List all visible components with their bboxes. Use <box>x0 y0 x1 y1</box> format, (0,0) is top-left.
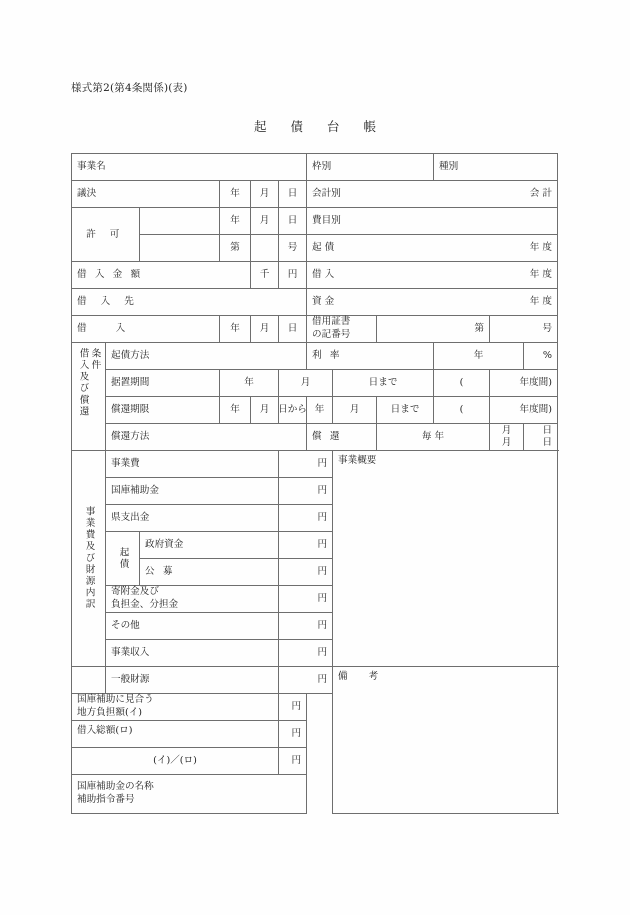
cell-interest-rate-percent[interactable] <box>524 343 558 370</box>
label-year: 年 <box>314 404 325 415</box>
label-remarks: 備 考 <box>338 671 388 682</box>
cell-project-cost-label[interactable] <box>106 451 279 478</box>
cell-permit-no-blank2[interactable] <box>251 235 279 262</box>
label-frame-type: 枠別 <box>312 161 332 172</box>
label-repay: 償 還 <box>312 431 343 442</box>
cell-certificate-no-prefix[interactable] <box>377 316 490 343</box>
label-month-1: 月 <box>501 425 512 437</box>
label-unit-yen: 円 <box>317 647 328 658</box>
cell-term-year2[interactable] <box>307 397 333 424</box>
label-every-year: 毎 年 <box>421 431 445 442</box>
cell-government-fund-label[interactable] <box>140 532 279 559</box>
cell-public-offering-unit <box>279 559 333 586</box>
cell-repay-months[interactable] <box>490 424 524 451</box>
cell-prefectural-expense-unit <box>279 505 333 532</box>
label-number-suffix: 号 <box>542 323 553 334</box>
table-row-lender <box>72 289 558 316</box>
label-month: 月 <box>259 323 270 334</box>
label-percent: % <box>542 350 553 361</box>
cell-permit-day[interactable] <box>279 208 307 235</box>
label-number-prefix: 第 <box>230 242 240 253</box>
cell-project-outline[interactable] <box>333 451 558 667</box>
label-paren-open: ( <box>459 377 464 388</box>
cell-breakdown-vertical-label <box>72 451 106 667</box>
document-title: 起 債 台 帳 <box>254 119 386 134</box>
label-account-class: 会計別 <box>312 188 341 199</box>
cell-term-paren <box>434 397 490 424</box>
label-redemption-method: 償還方法 <box>111 431 150 442</box>
label-month: 月 <box>300 377 311 388</box>
label-project-revenue: 事業収入 <box>111 647 150 658</box>
label-others: その他 <box>111 620 140 631</box>
label-borrow-fiscal-year: 年 度 <box>529 269 553 280</box>
cell-permit-no-prefix[interactable] <box>220 235 251 262</box>
cell-national-subsidy-label[interactable] <box>106 478 279 505</box>
cell-redemption-method[interactable] <box>106 424 307 451</box>
cell-project-revenue-unit <box>279 640 333 667</box>
label-grace-period: 据置期間 <box>111 377 150 388</box>
table-row-resolution <box>72 181 558 208</box>
cell-remarks[interactable] <box>333 667 558 814</box>
cell-resolution-year[interactable] <box>220 181 251 208</box>
cell-subsidy-name-label[interactable] <box>72 775 307 814</box>
cell-term-from[interactable] <box>279 397 307 424</box>
cell-resolution-day[interactable] <box>279 181 307 208</box>
cell-term-month1[interactable] <box>251 397 279 424</box>
cell-grace-month[interactable] <box>279 370 333 397</box>
label-day: 日 <box>287 323 298 334</box>
cell-terms-vertical-label <box>72 343 106 451</box>
cell-borrow-date-label <box>72 316 220 343</box>
cell-lender[interactable] <box>72 289 307 316</box>
cell-general-revenue-label[interactable] <box>106 667 279 694</box>
cell-grace-fy[interactable] <box>490 370 558 397</box>
cell-term-year1[interactable] <box>220 397 251 424</box>
label-contributions-line1: 寄附金及び <box>111 586 159 598</box>
label-year: 年 <box>230 404 240 415</box>
table-row-project <box>72 154 558 181</box>
cell-ratio-label[interactable] <box>72 748 279 775</box>
cell-borrow-day[interactable] <box>279 316 307 343</box>
cell-others-unit <box>279 613 333 640</box>
label-bond-method: 起債方法 <box>111 350 150 361</box>
label-rate-year: 年 <box>473 350 484 361</box>
label-local-burden-line2: 地方負担額(イ) <box>77 707 143 718</box>
label-unit-yen: 円 <box>317 674 328 685</box>
label-year: 年 <box>244 377 254 388</box>
label-unit-yen: 円 <box>317 485 328 496</box>
cell-term-month2[interactable] <box>333 397 377 424</box>
cell-bond-vertical-label <box>106 532 140 586</box>
label-from: 日から <box>278 404 307 415</box>
cell-ratio-unit <box>279 748 307 775</box>
cell-general-revenue-spacer <box>72 667 106 694</box>
cell-repay-every[interactable] <box>377 424 490 451</box>
cell-government-fund-unit <box>279 532 333 559</box>
label-category-type: 種別 <box>439 161 459 172</box>
table-row-permit-date <box>72 208 558 235</box>
table-row-project-cost <box>72 451 558 478</box>
label-borrow-date: 借 入 <box>77 323 139 334</box>
label-unit-yen: 円 <box>317 620 328 631</box>
label-loan-amount: 借 入 金 額 <box>77 269 143 280</box>
label-year: 年 <box>230 323 240 334</box>
label-until: 日まで <box>368 377 398 388</box>
label-unit-yen: 円 <box>291 728 302 739</box>
cell-others-label[interactable] <box>106 613 279 640</box>
cell-resolution-month[interactable] <box>251 181 279 208</box>
cell-loan-amount-yen <box>279 262 307 289</box>
label-unit-yen: 円 <box>317 539 328 550</box>
label-public-offering: 公 募 <box>145 566 176 577</box>
label-day-1: 日 <box>542 425 553 437</box>
bond-ledger-table <box>71 153 558 814</box>
cell-local-burden-label[interactable] <box>72 694 279 721</box>
label-month: 月 <box>259 188 270 199</box>
label-terms-left: 借入及び償還 <box>77 348 89 418</box>
label-terms-right: 条件 <box>89 348 101 372</box>
label-year: 年 <box>230 215 240 226</box>
label-fund: 資 金 <box>312 296 335 307</box>
cell-borrow-fiscal-year[interactable] <box>307 262 558 289</box>
label-fiscal-years: 年度間) <box>519 377 553 388</box>
cell-permit-month[interactable] <box>251 208 279 235</box>
cell-contributions-label[interactable] <box>106 586 279 613</box>
cell-total-borrowing-label[interactable] <box>72 721 279 748</box>
cell-permit-no-suffix[interactable] <box>279 235 307 262</box>
cell-grace-year[interactable] <box>220 370 279 397</box>
cell-frame-type[interactable] <box>307 154 434 181</box>
label-certificate-line2: の記番号 <box>312 329 351 340</box>
table-row-borrow-date <box>72 316 558 343</box>
cell-term-until[interactable] <box>377 397 434 424</box>
cell-certificate-no-suffix[interactable] <box>490 316 558 343</box>
cell-loan-amount-label[interactable] <box>72 262 251 289</box>
cell-prefectural-expense-label[interactable] <box>106 505 279 532</box>
cell-grace-paren <box>434 370 490 397</box>
label-permit: 許 可 <box>86 228 125 240</box>
cell-project-revenue-label[interactable] <box>106 640 279 667</box>
label-total-borrowing: 借入総額(ロ) <box>77 725 133 736</box>
label-certificate-line1: 借用証書 <box>312 316 351 328</box>
label-account-unit: 会 計 <box>529 188 553 199</box>
cell-local-burden-unit <box>279 694 307 721</box>
table-row-loan-amount <box>72 262 558 289</box>
cell-permit-label <box>72 208 140 262</box>
label-day-2: 日 <box>542 437 553 448</box>
label-year: 年 <box>230 188 240 199</box>
label-contributions-line2: 負担金、分担金 <box>111 599 179 610</box>
cell-category-type[interactable] <box>434 154 558 181</box>
label-unit-yen: 円 <box>291 755 302 766</box>
label-number-suffix: 号 <box>287 242 298 253</box>
cell-borrow-month[interactable] <box>251 316 279 343</box>
label-day: 日 <box>287 215 298 226</box>
cell-repay-label <box>307 424 377 451</box>
cell-grace-period-label <box>106 370 220 397</box>
label-unit-thousand: 千 <box>259 269 270 280</box>
label-general-revenue: 一般財源 <box>111 674 150 685</box>
label-unit-yen: 円 <box>317 566 328 577</box>
label-expense-class: 費目別 <box>312 215 341 226</box>
cell-grace-until[interactable] <box>333 370 434 397</box>
label-subsidy-name-line2: 補助指令番号 <box>77 794 135 805</box>
label-month-2: 月 <box>501 437 512 448</box>
label-borrow: 借 入 <box>312 269 335 280</box>
label-lender: 借 入 先 <box>77 296 140 307</box>
cell-loan-amount-thousand <box>251 262 279 289</box>
cell-fund-fiscal-year[interactable] <box>307 289 558 316</box>
label-bond-fiscal-year: 年 度 <box>529 242 553 253</box>
label-unit-yen: 円 <box>317 593 328 604</box>
label-bond-vertical: 起債 <box>117 546 129 571</box>
label-unit-yen: 円 <box>287 269 298 280</box>
label-until: 日まで <box>390 404 420 415</box>
cell-term-fy[interactable] <box>490 397 558 424</box>
label-national-subsidy: 国庫補助金 <box>111 485 159 496</box>
cell-contributions-unit <box>279 586 333 613</box>
label-day: 日 <box>287 188 298 199</box>
cell-certificate-label <box>307 316 377 343</box>
label-ratio: (イ)／(ロ) <box>153 755 197 766</box>
cell-general-revenue-unit <box>279 667 333 694</box>
label-bond: 起 債 <box>312 242 335 253</box>
label-paren-open: ( <box>459 404 464 415</box>
cell-redemption-term-label <box>106 397 220 424</box>
label-resolution: 議決 <box>77 188 97 199</box>
table-row-redemption-method <box>72 424 558 451</box>
label-month: 月 <box>259 215 270 226</box>
label-project-cost: 事業費 <box>111 458 140 469</box>
label-unit-yen: 円 <box>317 512 328 523</box>
label-redemption-term: 償還期限 <box>111 404 150 415</box>
cell-permit-blank[interactable] <box>140 208 220 235</box>
cell-bond-fiscal-year[interactable] <box>307 235 558 262</box>
label-breakdown-vertical: 事業費及び財源内訳 <box>83 506 95 611</box>
cell-resolution-label <box>72 181 220 208</box>
form-code: 様式第2(第4条関係)(表) <box>71 82 188 94</box>
table-row-general-revenue <box>72 667 558 694</box>
cell-repay-days[interactable] <box>524 424 558 451</box>
label-local-burden-line1: 国庫補助に見合う <box>77 694 154 706</box>
label-interest-rate: 利 率 <box>312 350 343 361</box>
cell-interest-rate-year[interactable] <box>434 343 524 370</box>
cell-public-offering-label[interactable] <box>140 559 279 586</box>
label-number-prefix: 第 <box>474 323 485 334</box>
label-subsidy-name-line1: 国庫補助金の名称 <box>77 781 154 793</box>
cell-borrow-year[interactable] <box>220 316 251 343</box>
label-project-outline: 事業概要 <box>338 455 377 466</box>
table-row-bond-method <box>72 343 558 370</box>
label-prefectural-expense: 県支出金 <box>111 512 150 523</box>
table-row-grace-period <box>72 370 558 397</box>
cell-permit-no-blank[interactable] <box>140 235 220 262</box>
label-government-fund: 政府資金 <box>145 539 184 550</box>
cell-account-class[interactable] <box>307 181 558 208</box>
table-row-permit-number <box>72 235 558 262</box>
cell-permit-year[interactable] <box>220 208 251 235</box>
label-month: 月 <box>259 404 270 415</box>
label-fund-fiscal-year: 年 度 <box>529 296 553 307</box>
label-month: 月 <box>349 404 360 415</box>
cell-total-borrowing-unit <box>279 721 307 748</box>
cell-bond-method[interactable] <box>106 343 307 370</box>
cell-project-name[interactable] <box>72 154 307 181</box>
cell-expense-class[interactable] <box>307 208 558 235</box>
cell-interest-rate-label <box>307 343 434 370</box>
table-row-redemption-term <box>72 397 558 424</box>
label-project-name: 事業名 <box>77 161 106 172</box>
label-fiscal-years: 年度間) <box>519 404 553 415</box>
cell-national-subsidy-unit <box>279 478 333 505</box>
cell-project-cost-unit <box>279 451 333 478</box>
label-unit-yen: 円 <box>291 701 302 712</box>
label-unit-yen: 円 <box>317 458 328 469</box>
